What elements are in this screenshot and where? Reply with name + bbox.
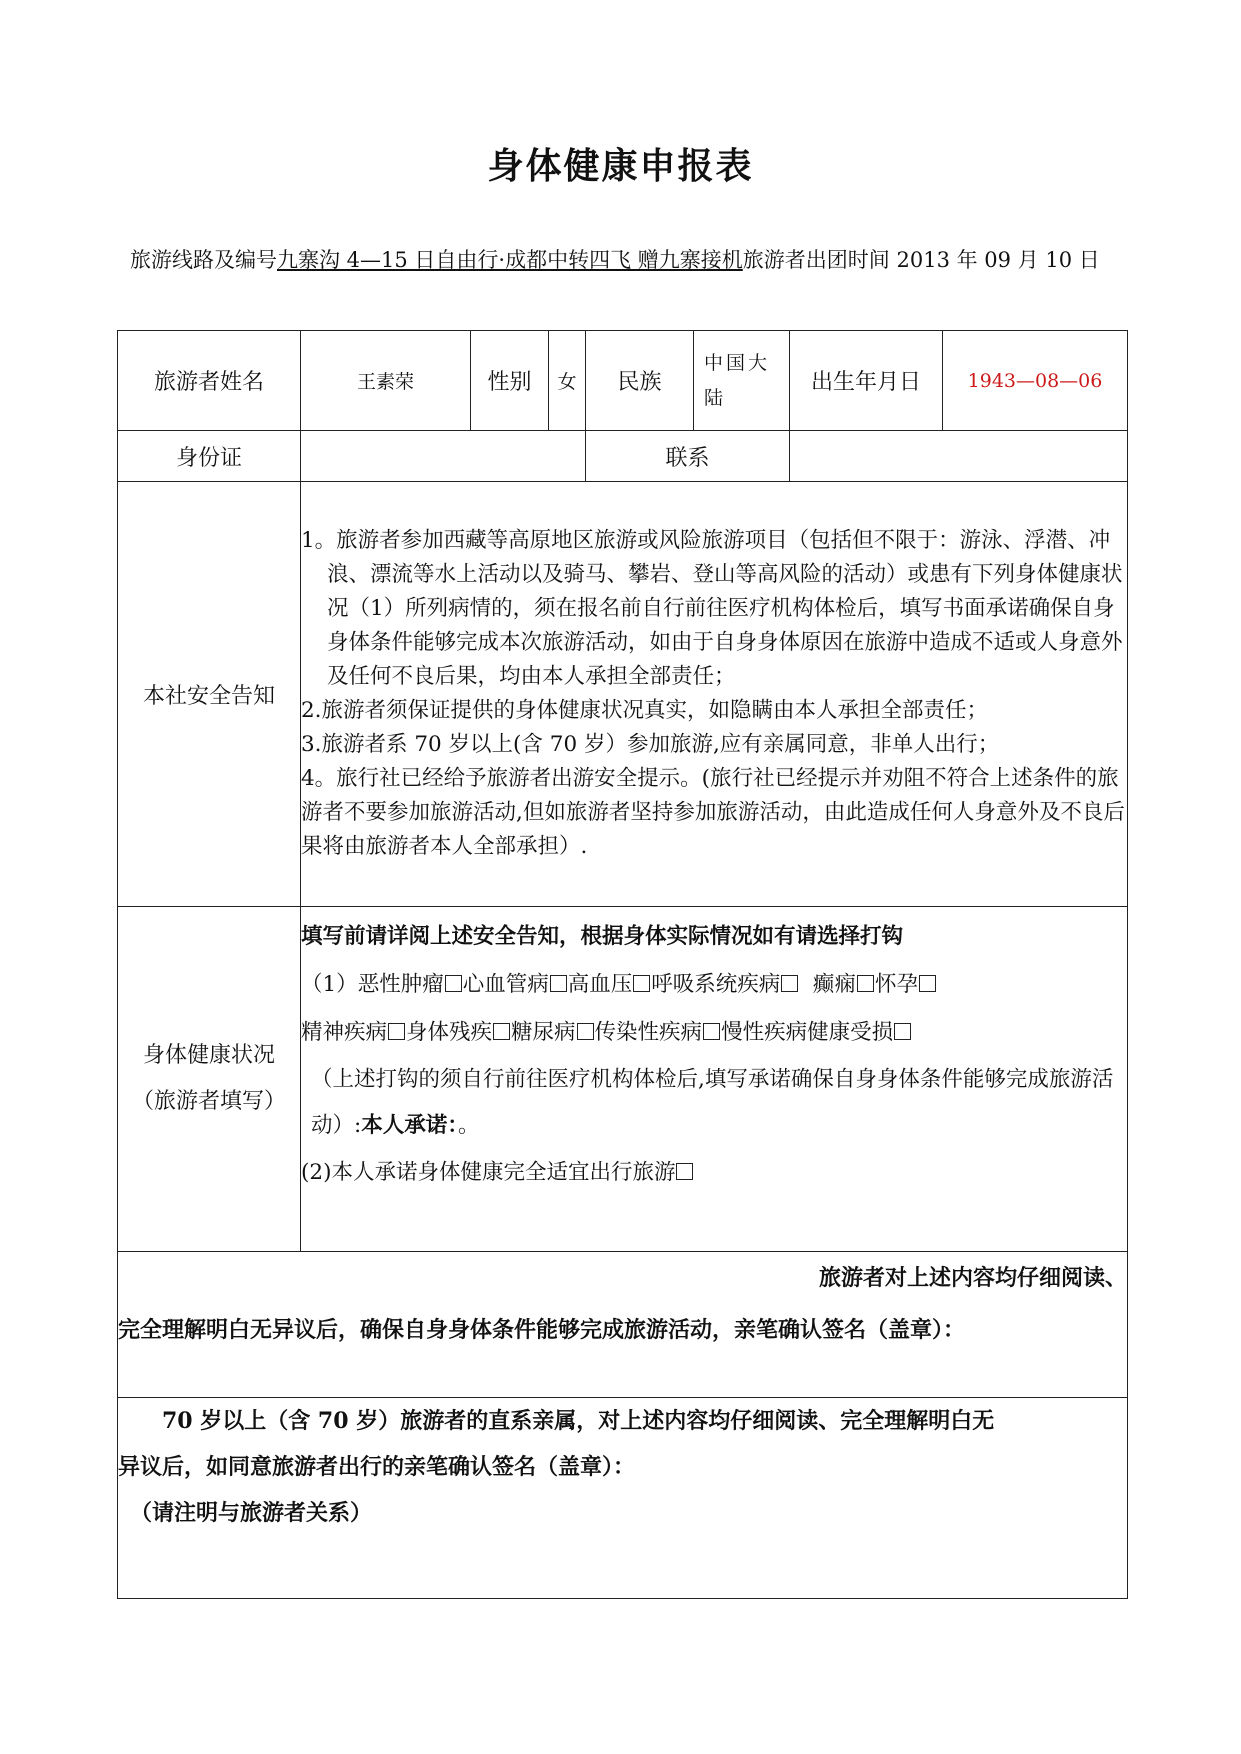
health-note-end: 。 <box>458 1113 480 1138</box>
contact-label: 联系 <box>586 431 790 482</box>
health-note-text: （上述打钩的须自行前往医疗机构体检后,填写承诺确保自身身体条件能够完成旅游活动）: <box>311 1067 1114 1138</box>
notice-item-1: 1。旅游者参加西藏等高原地区旅游或风险旅游项目（包括但不限于：游泳、浮潜、冲浪、漂流等水上活动以及骑马、攀岩、登山等高风险的活动）或患有下列身体健康状况（1）所列病情的，须在报名前自行前往医疗机构体检后，填写书面承诺确保自身身体条件能够完成本次旅游活动，如由于自身身体原因在旅游中造成不适或人身意外及任何不良后果，均由本人承担全部责任； <box>301 528 1123 689</box>
health-prefix: （1） <box>301 972 358 997</box>
birth-field[interactable]: 1943—08—06 <box>943 331 1128 431</box>
sign1-line1: 旅游者对上述内容均仔细阅读、 <box>818 1265 1127 1291</box>
depart-label: 旅游者出团时间 <box>742 248 890 272</box>
gender-field[interactable]: 女 <box>549 331 586 431</box>
cond-label: 怀孕 <box>874 972 918 997</box>
commit-label: (2)本人承诺身体健康完全适宜出行旅游 <box>301 1160 676 1185</box>
name-field[interactable]: 王素荣 <box>301 331 471 431</box>
gender-label: 性别 <box>471 331 549 431</box>
health-declaration-table <box>117 330 1128 1599</box>
depart-value[interactable]: 2013 年 09 月 10 日 <box>896 248 1100 272</box>
cond-label: 呼吸系统疾病 <box>651 972 781 997</box>
notice-label: 本社安全告知 <box>118 482 301 907</box>
health-label <box>118 907 301 1252</box>
health-note-commit: 本人承诺： <box>361 1113 459 1138</box>
birth-label: 出生年月日 <box>790 331 943 431</box>
id-label: 身份证 <box>118 431 301 482</box>
contact-field[interactable] <box>790 431 1128 482</box>
checkbox-mental-illness[interactable] <box>388 1023 405 1040</box>
checkbox-pregnancy[interactable] <box>919 975 936 992</box>
cond-label: 癫痫 <box>812 972 856 997</box>
cond-label: 心血管病 <box>462 972 549 997</box>
cond-label: 高血压 <box>567 972 633 997</box>
checkbox-malignant-tumor[interactable] <box>445 975 462 992</box>
cond-label: 身体残疾 <box>406 1020 493 1045</box>
checkbox-fit-to-travel[interactable] <box>676 1163 693 1180</box>
route-line <box>130 238 1130 282</box>
page-title: 身体健康申报表 <box>487 145 754 187</box>
sign2-line2: 异议后，如同意旅游者出行的亲笔确认签名（盖章）： <box>118 1454 636 1480</box>
checkbox-epilepsy[interactable] <box>857 975 874 992</box>
sign2-line3: （请注明与旅游者关系） <box>130 1500 373 1526</box>
traveler-signature-area[interactable] <box>118 1252 1128 1398</box>
ethnicity-label: 民族 <box>586 331 694 431</box>
checkbox-respiratory[interactable] <box>781 975 798 992</box>
cond-label: 恶性肿瘤 <box>357 972 444 997</box>
relative-signature-area[interactable] <box>118 1398 1128 1599</box>
notice-item-3: 3.旅游者系 70 岁以上(含 70 岁）参加旅游,应有亲属同意，非单人出行； <box>301 732 1000 757</box>
checkbox-hypertension[interactable] <box>633 975 650 992</box>
checkbox-disability[interactable] <box>493 1023 510 1040</box>
checkbox-infectious[interactable] <box>703 1023 720 1040</box>
sign1-line2: 完全理解明白无异议后，确保自身身体条件能够完成旅游活动，亲笔确认签名（盖章）： <box>118 1317 966 1343</box>
route-label: 旅游线路及编号 <box>130 248 277 272</box>
checkbox-cardiovascular[interactable] <box>550 975 567 992</box>
cond-label: 传染性疾病 <box>594 1020 703 1045</box>
health-section <box>301 907 1128 1252</box>
health-note <box>301 1057 1127 1149</box>
cond-label: 糖尿病 <box>511 1020 576 1045</box>
ethnicity-field[interactable]: 中国大陆 <box>694 331 790 431</box>
checkbox-chronic[interactable] <box>894 1023 911 1040</box>
cond-label: 慢性疾病健康受损 <box>721 1020 894 1045</box>
commit-row <box>301 1149 1127 1197</box>
checkbox-diabetes[interactable] <box>577 1023 594 1040</box>
safety-notice <box>301 482 1128 907</box>
id-field[interactable] <box>301 431 586 482</box>
conditions-row-1 <box>301 961 1127 1009</box>
sign2-line1: 70 岁以上（含 70 岁）旅游者的直系亲属，对上述内容均仔细阅读、完全理解明白无 <box>162 1408 995 1434</box>
health-intro: 填写前请详阅上述安全告知，根据身体实际情况如有请选择打钩 <box>301 924 904 949</box>
name-label: 旅游者姓名 <box>118 331 301 431</box>
notice-item-2: 2.旅游者须保证提供的身体健康状况真实，如隐瞒由本人承担全部责任； <box>301 698 989 723</box>
conditions-row-2 <box>301 1009 1127 1057</box>
route-value[interactable]: 九寨沟 4—15 日自由行·成都中转四飞 赠九寨接机 <box>277 248 743 272</box>
cond-label: 精神疾病 <box>301 1020 388 1045</box>
notice-item-4: 4。旅行社已经给予旅游者出游安全提示。(旅行社已经提示并劝阻不符合上述条件的旅游者不要参加旅游活动,但如旅游者坚持参加旅游活动，由此造成任何人身意外及不良后果将由旅游者本人全部承担）. <box>301 766 1125 859</box>
health-label-main: 身体健康状况 <box>142 1043 275 1068</box>
health-label-sub: （旅游者填写） <box>131 1089 286 1114</box>
